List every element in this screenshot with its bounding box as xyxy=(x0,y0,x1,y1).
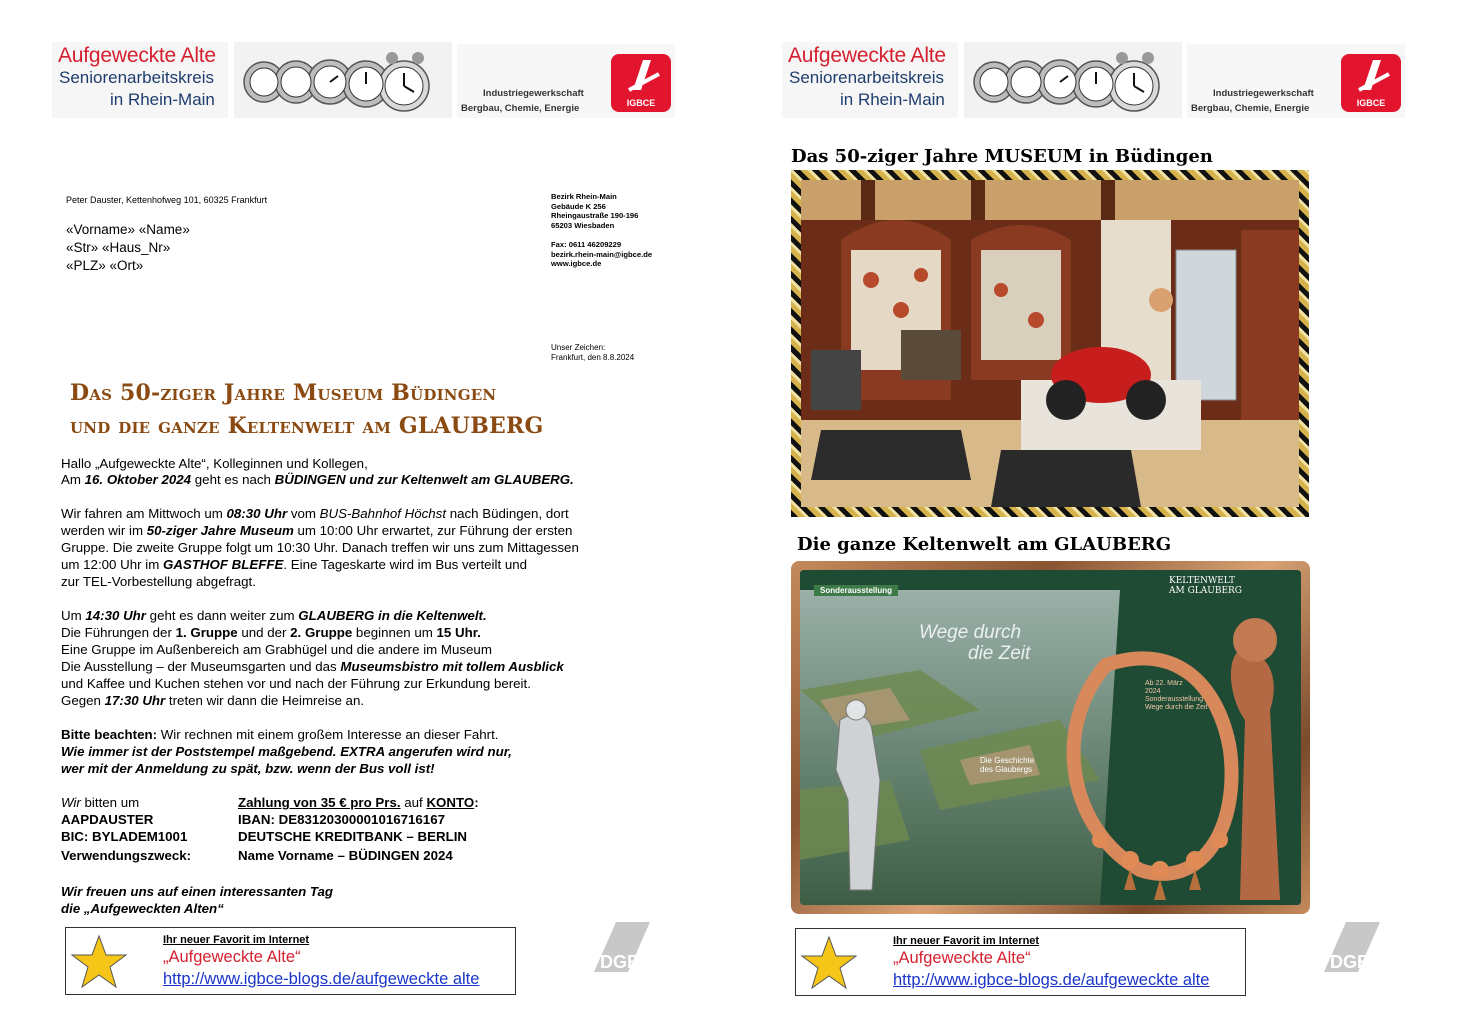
favorite-box xyxy=(65,927,516,995)
letter-title: Das 50-ziger Jahre Museum Büdingen xyxy=(70,380,497,406)
poster-title: Wege durch xyxy=(919,622,1022,643)
letter-subtitle: und die ganze Keltenwelt am GLAUBERG xyxy=(70,413,544,439)
alarm-clocks-image xyxy=(964,42,1182,118)
union-name: Industriegewerkschaft xyxy=(483,88,584,99)
union-logo xyxy=(457,44,675,118)
favorite-heading: Ihr neuer Favorit im Internet xyxy=(163,934,310,946)
paragraph-line: und Kaffee und Kuchen stehen vor und nach der Führung zur Erkundung bereit. xyxy=(61,676,531,691)
union-name: Industriegewerkschaft xyxy=(1213,88,1314,99)
paragraph-line: Eine Gruppe im Außenbereich am Grabhügel und die andere im Museum xyxy=(61,642,492,657)
paragraph-line: werden wir im 50-ziger Jahre Museum um 10:00 Uhr erwartet, zur Führung der ersten xyxy=(61,523,573,538)
account-holder: AAPDAUSTER xyxy=(61,812,154,827)
bank-name: DEUTSCHE KREDITBANK – BERLIN xyxy=(238,829,468,844)
brand-logo xyxy=(782,42,958,118)
blog-link[interactable]: http://www.igbce-blogs.de/aufgeweckte alte xyxy=(163,970,480,988)
reference-block: Unser Zeichen: Frankfurt, den 8.8.2024 xyxy=(551,343,635,362)
payment-amount: Zahlung von 35 € pro Prs. auf KONTO: xyxy=(238,795,479,810)
favorite-name: „Aufgeweckte Alte“ xyxy=(163,948,301,966)
poster-subtitle: die Zeit xyxy=(968,643,1031,664)
greeting: Hallo „Aufgeweckte Alte“, Kolleginnen und Kollegen, xyxy=(61,456,368,471)
brand-region: in Rhein-Main xyxy=(110,90,215,109)
union-sectors: Bergbau, Chemie, Energie xyxy=(461,103,580,114)
favorite-name: „Aufgeweckte Alte“ xyxy=(893,949,1031,967)
keltenwelt-logo: KELTENWELT AM GLAUBERG xyxy=(1169,576,1242,596)
paragraph-line: Gruppe. Die zweite Gruppe folgt um 10:30 Uhr. Danach treffen wir uns zum Mittagessen xyxy=(61,540,579,555)
paragraph-line: um 12:00 Uhr im GASTHOF BLEFFE. Eine Tageskarte wird im Bus verteilt und xyxy=(61,557,528,572)
brand-region: in Rhein-Main xyxy=(840,90,945,109)
poster-date: Ab 22. März 2024 Sonderausstellung Wege durch die Zeit xyxy=(1145,680,1208,711)
note-line: Bitte beachten: Wir rechnen mit einem großem Interesse an dieser Fahrt. xyxy=(61,727,499,742)
address-city: «PLZ» «Ort» xyxy=(66,258,144,273)
svg-text:DGB: DGB xyxy=(1330,952,1370,972)
svg-text:DGB: DGB xyxy=(600,952,640,972)
brand-subtitle: Seniorenarbeitskreis xyxy=(59,68,214,87)
address-name: «Vorname» «Name» xyxy=(66,222,190,237)
flyer-page xyxy=(730,0,1460,1033)
office-address: Bezirk Rhein-Main Gebäude K 256 Rheingaustraße 190-196 65203 Wiesbaden Fax: 0611 46209229 bezirk.rhein-main@igbce.de www.igbce.de xyxy=(551,192,653,269)
favorite-box xyxy=(795,928,1246,996)
purpose-label: Verwendungszweck: xyxy=(61,848,192,863)
favorite-heading: Ihr neuer Favorit im Internet xyxy=(893,935,1040,947)
address-street: «Str» «Haus_Nr» xyxy=(66,240,171,255)
note-line: Wie immer ist der Poststempel maßgebend. EXTRA angerufen wird nur, xyxy=(61,744,512,759)
note-line: wer mit der Anmeldung zu spät, bzw. wenn der Bus voll ist! xyxy=(61,761,435,776)
dgb-logo xyxy=(1318,920,1398,974)
iban: IBAN: DE83120300001016716167 xyxy=(238,812,445,827)
poster-tag: Sonderausstellung xyxy=(814,585,898,596)
intro-line: Am 16. Oktober 2024 geht es nach BÜDINGEN und zur Keltenwelt am GLAUBERG. xyxy=(61,472,574,487)
star-icon xyxy=(800,935,858,991)
union-logo xyxy=(1187,44,1405,118)
paragraph-line: zur TEL-Vorbestellung abgefragt. xyxy=(61,574,256,589)
blog-link[interactable]: http://www.igbce-blogs.de/aufgeweckte alte xyxy=(893,971,1210,989)
brand-title: Aufgeweckte Alte xyxy=(58,44,216,67)
sender-line: Peter Dauster, Kettenhofweg 101, 60325 Frankfurt xyxy=(66,195,268,205)
brand-logo xyxy=(52,42,228,118)
paragraph-line: Wir fahren am Mittwoch um 08:30 Uhr vom BUS-Bahnhof Höchst nach Büdingen, dort xyxy=(61,506,569,521)
kelten-heading: Die ganze Keltenwelt am GLAUBERG xyxy=(797,534,1172,555)
brand-subtitle: Seniorenarbeitskreis xyxy=(789,68,944,87)
closing-signature: die „Aufgeweckten Alten“ xyxy=(61,901,224,916)
paragraph-line: Die Ausstellung – der Museumsgarten und das Museumsbistro mit tollem Ausblick xyxy=(61,659,564,674)
keltenwelt-poster xyxy=(791,561,1310,914)
bic: BIC: BYLADEM1001 xyxy=(61,829,188,844)
igbce-logo-icon: IGBCE xyxy=(1341,54,1401,112)
union-sectors: Bergbau, Chemie, Energie xyxy=(1191,103,1310,114)
payment-request: Wir bitten um xyxy=(61,795,140,810)
alarm-clocks-image xyxy=(234,42,452,118)
igbce-logo-icon: IGBCE xyxy=(611,54,671,112)
museum-heading: Das 50-ziger Jahre MUSEUM in Büdingen xyxy=(791,146,1213,167)
paragraph-line: Gegen 17:30 Uhr treten wir dann die Heimreise an. xyxy=(61,693,365,708)
museum-photo xyxy=(791,170,1309,517)
poster-history: Die Geschichte des Glaubergs xyxy=(980,756,1035,774)
paragraph-line: Die Führungen der 1. Gruppe und der 2. Gruppe beginnen um 15 Uhr. xyxy=(61,625,481,640)
brand-title: Aufgeweckte Alte xyxy=(788,44,946,67)
star-icon xyxy=(70,934,128,990)
paragraph-line: Um 14:30 Uhr geht es dann weiter zum GLAUBERG in die Keltenwelt. xyxy=(61,608,487,623)
closing-line: Wir freuen uns auf einen interessanten Tag xyxy=(61,884,334,899)
dgb-logo xyxy=(588,920,668,974)
purpose-value: Name Vorname – BÜDINGEN 2024 xyxy=(238,848,453,863)
